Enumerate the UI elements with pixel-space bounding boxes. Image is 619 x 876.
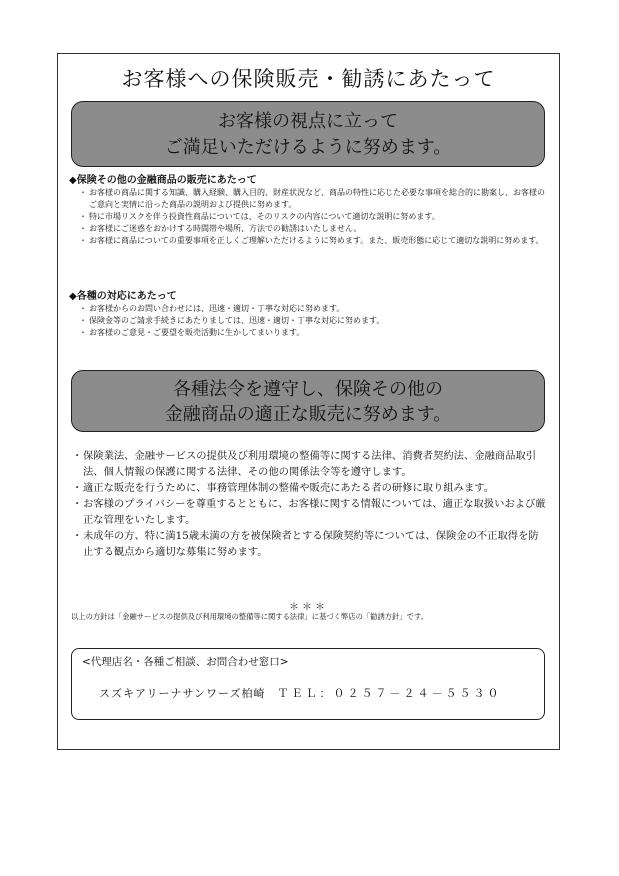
contact-box [71, 648, 545, 720]
sales-list [69, 187, 549, 247]
contact-heading: <代理店名・各種ご相談、お問合わせ窓口> [82, 656, 289, 668]
list-item: ・ 保険金等のご請求手続きにあたりましては、迅速・適切・丁寧な対応に努めます。 [81, 315, 549, 327]
list-item: ・ 保険業法、金融サービスの提供及び利用環境の整備等に関する法律、消費者契約法、金融商品取引法、個人情報の保護に関する法律、その他の関係法令等を遵守します。 [73, 448, 548, 480]
list-item: ・ お客様のプライバシーを尊重するとともに、お客様に関する情報については、適正な取扱いおよび厳正な管理をいたします。 [73, 496, 548, 528]
list-item: ・ お客様からのお問い合わせには、迅速・適切・丁寧な対応に努めます。 [81, 303, 549, 315]
section-heading: ◆各種の対応にあたって [69, 291, 177, 302]
page-title: お客様への保険販売・勧誘にあたって [121, 67, 496, 91]
policy-note: 以上の方針は「金融サービスの提供及び利用環境の整備等に関する法律」に基づく弊店の「勧誘方針」です。 [71, 612, 428, 621]
contact-line [99, 685, 501, 701]
compliance-banner [71, 370, 545, 432]
sales-section [69, 174, 549, 247]
list-item: ・ 適正な販売を行うために、事務管理体制の整備や販売にあたる者の研修に取り組みます。 [73, 480, 548, 496]
list-item: ・ お客様にご迷惑をおかけする時間帯や場所、方法での勧誘はいたしません。 [81, 223, 549, 235]
separator-stars: ＊＊＊ [289, 602, 328, 613]
compliance-list [73, 448, 548, 560]
list-item: ・ 特に市場リスクを伴う投資性商品については、そのリスクの内容について適切な説明に努めます。 [81, 211, 549, 223]
banner-line-1: お客様の視点に立って [218, 111, 398, 132]
response-section [69, 290, 549, 339]
response-list [69, 303, 549, 339]
list-item: ・ お客様のご意見・ご要望を販売活動に生かしてまいります。 [81, 327, 549, 339]
phone-number: ＴＥＬ：０２５７－２４－５５３０ [277, 687, 502, 700]
policy-frame [57, 53, 560, 750]
list-item: ・ 未成年の方、特に満15歳未満の方を被保険者とする保険契約等については、保険金の不正取得を防止する観点から適切な募集に努めます。 [73, 528, 548, 560]
section-heading: ◆保険その他の金融商品の販売にあたって [69, 175, 257, 186]
list-item: ・ お客様に商品についての重要事項を正しくご理解いただけるように努めます。また、販売形態に応じて適切な説明に努めます。 [81, 235, 549, 247]
banner-line-2: ご満足いただけるように努めます。 [164, 137, 452, 158]
customer-perspective-banner [71, 101, 545, 167]
banner-line-2: 金融商品の適正な販売に努めます。 [164, 404, 452, 425]
agency-name: スズキアリーナサンワーズ柏崎 [99, 687, 266, 700]
list-item: ・ お客様の商品に関する知識、購入経験、購入目的、財産状況など、商品の特性に応じた必要な事項を総合的に勘案し、お客様のご意向と実情に沿った商品の説明および提供に努めます。 [81, 187, 549, 211]
banner-line-1: 各種法令を遵守し、保険その他の [173, 379, 443, 400]
